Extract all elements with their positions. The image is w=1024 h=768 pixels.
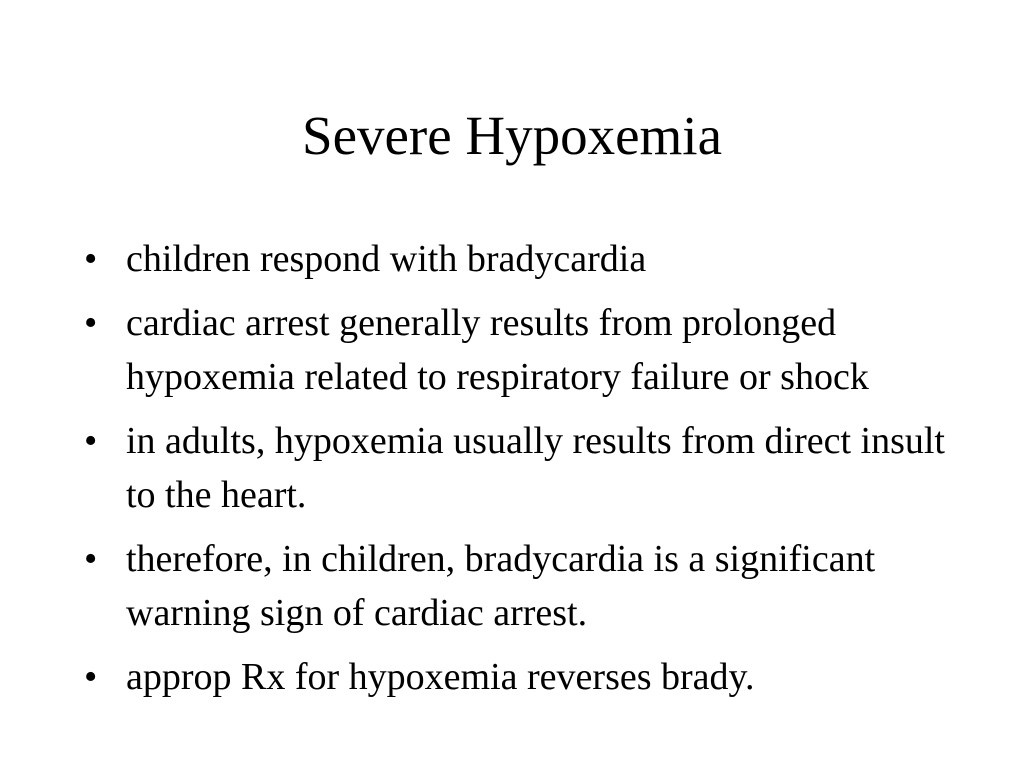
slide-title: Severe Hypoxemia	[302, 105, 722, 166]
bullet-marker: •	[84, 656, 98, 698]
bullet-item	[84, 532, 964, 640]
bullet-marker: •	[84, 302, 98, 344]
bullet-marker: •	[84, 238, 98, 280]
bullet-item	[84, 296, 964, 404]
bullet-marker: •	[84, 420, 98, 462]
bullet-item	[84, 232, 964, 286]
bullet-text: in adults, hypoxemia usually results from direct insult to the heart.	[126, 420, 945, 516]
bullet-text: children respond with bradycardia	[126, 238, 647, 280]
bullet-item	[84, 414, 964, 522]
bullet-marker: •	[84, 538, 98, 580]
bullet-text: cardiac arrest generally results from prolonged hypoxemia related to respiratory failure or shock	[126, 302, 869, 398]
bullet-list	[84, 232, 964, 714]
bullet-text: therefore, in children, bradycardia is a significant warning sign of cardiac arrest.	[126, 538, 876, 634]
bullet-item	[84, 650, 964, 704]
bullet-text: approp Rx for hypoxemia reverses brady.	[126, 656, 755, 698]
